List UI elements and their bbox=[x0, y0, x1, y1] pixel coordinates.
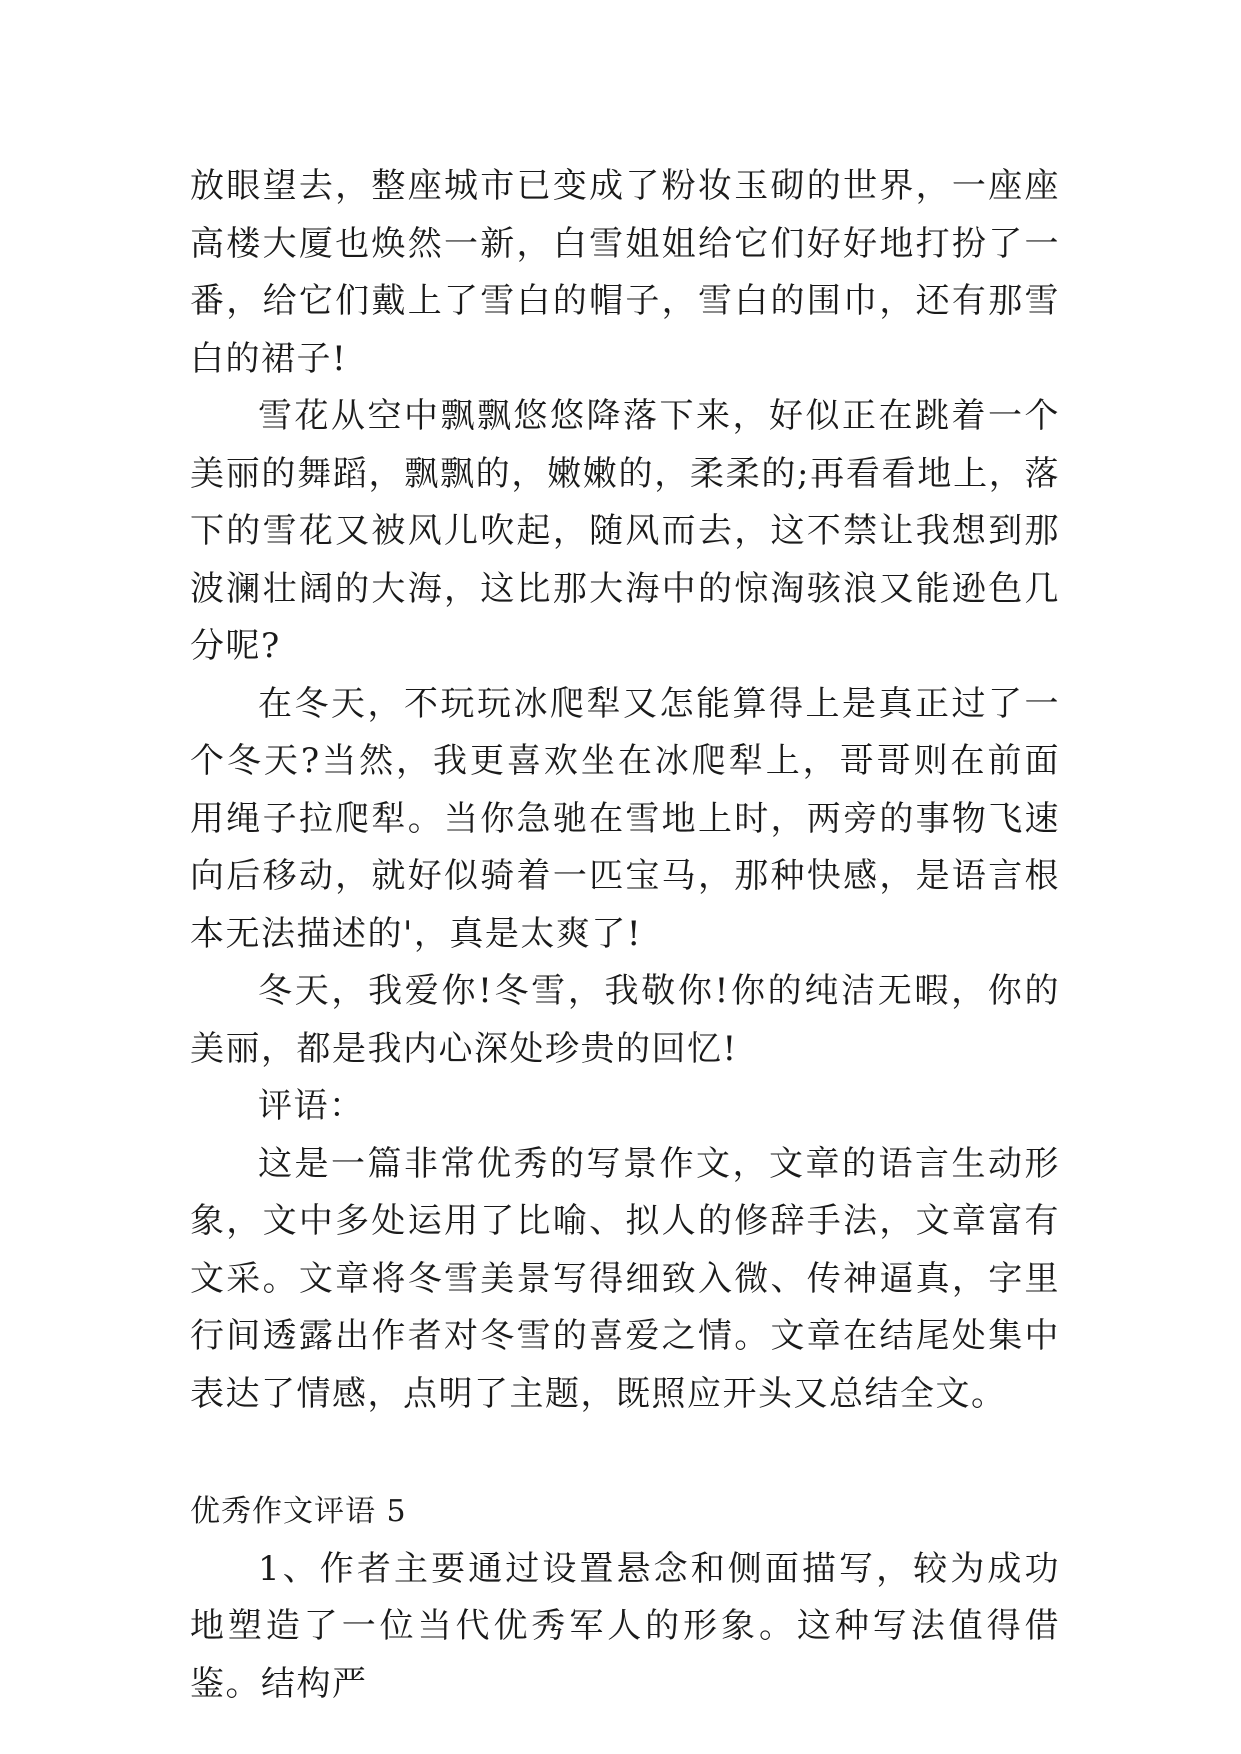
section-paragraph: 1、作者主要通过设置悬念和侧面描写，较为成功地塑造了一位当代优秀军人的形象。这种写法值得借鉴。结构严 bbox=[190, 1548, 1060, 1704]
paragraph-love-winter: 冬天，我爱你!冬雪，我敬你!你的纯洁无暇，你的美丽，都是我内心深处珍贵的回忆! bbox=[190, 971, 1060, 1069]
paragraph-city-view: 放眼望去，整座城市已变成了粉妆玉砌的世界，一座座高楼大厦也焕然一新，白雪姐姐给它们好好地打扮了一番，给它们戴上了雪白的帽子，雪白的围巾，还有那雪白的裙子! bbox=[190, 166, 1060, 379]
paragraph-ice-sled: 在冬天，不玩玩冰爬犁又怎能算得上是真正过了一个冬天?当然，我更喜欢坐在冰爬犁上，哥哥则在前面用绳子拉爬犁。当你急驰在雪地上时，两旁的事物飞速向后移动，就好似骑着一匹宝马，那种快感，是语言根本无法描述的'，真是太爽了! bbox=[190, 683, 1060, 954]
comment-label: 评语： bbox=[258, 1086, 365, 1126]
document-body bbox=[190, 158, 1060, 1713]
paragraph-snowflakes: 雪花从空中飘飘悠悠降落下来，好似正在跳着一个美丽的舞蹈，飘飘的，嫩嫩的，柔柔的;再看看地上，落下的雪花又被风儿吹起，随风而去，这不禁让我想到那波澜壮阔的大海，这比那大海中的惊淘骇浪又能逊色几分呢? bbox=[190, 396, 1060, 666]
comment-text: 这是一篇非常优秀的写景作文，文章的语言生动形象，文中多处运用了比喻、拟人的修辞手法，文章富有文采。文章将冬雪美景写得细致入微、传神逼真，字里行间透露出作者对冬雪的喜爱之情。文章在结尾处集中表达了情感，点明了主题，既照应开头又总结全文。 bbox=[190, 1143, 1060, 1414]
section-heading: 优秀作文评语 5 bbox=[190, 1494, 407, 1529]
